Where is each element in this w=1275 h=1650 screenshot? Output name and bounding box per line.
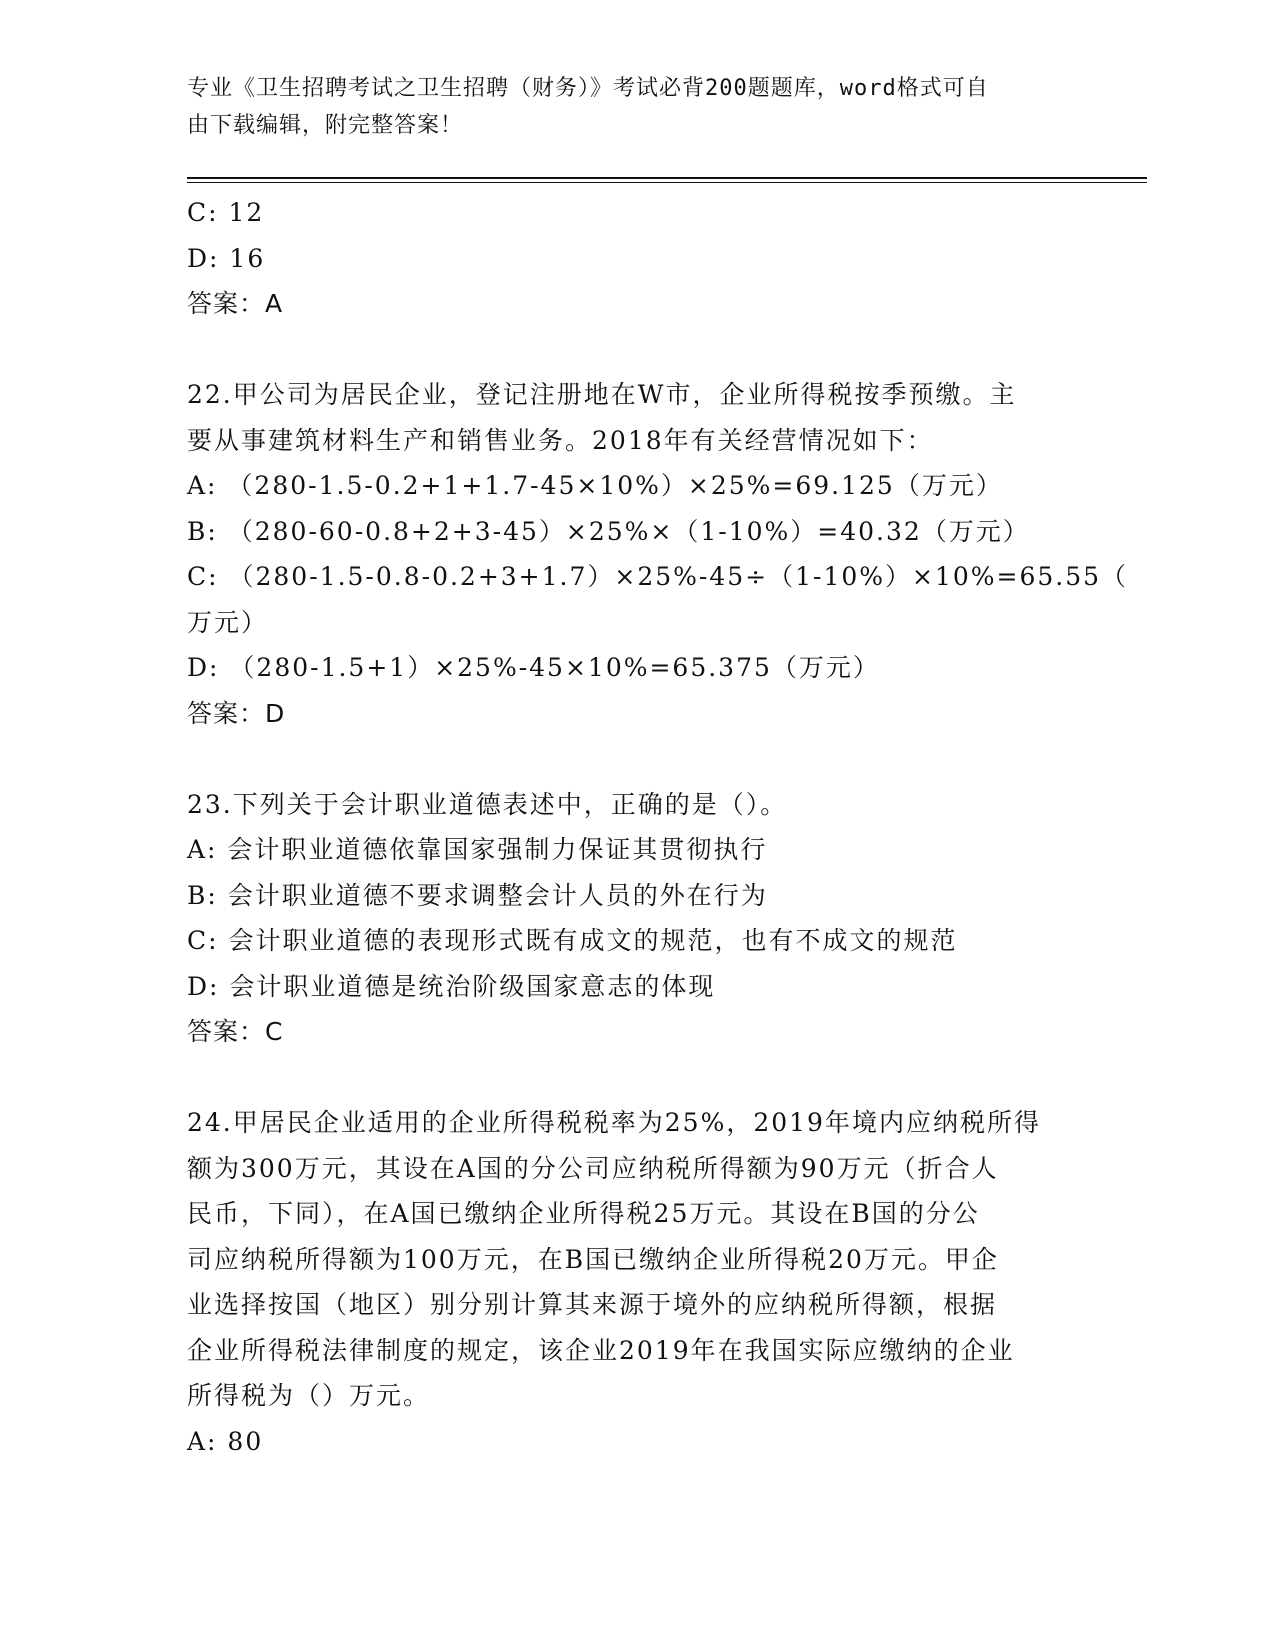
- header-divider-thin: [187, 182, 1147, 183]
- q23-option-b: B: 会计职业道德不要求调整会计人员的外在行为: [187, 880, 768, 910]
- q22-stem-line-2: 要从事建筑材料生产和销售业务。2018年有关经营情况如下：: [187, 425, 934, 455]
- q22-option-c-line-2: 万元）: [187, 607, 269, 637]
- q22-option-a: A: （280-1.5-0.2+1+1.7-45×10%）×25%=69.125（万元）: [187, 471, 1003, 500]
- spacer: [187, 1055, 1087, 1101]
- header-line-1: 专业《卫生招聘考试之卫生招聘（财务）》考试必背200题题库，word格式可自: [187, 76, 989, 101]
- q23-option-d: D: 会计职业道德是统治阶级国家意志的体现: [187, 971, 716, 1001]
- q24-stem-line-1: 24.甲居民企业适用的企业所得税税率为25%，2019年境内应纳税所得: [187, 1108, 1041, 1137]
- q22-option-c-line-1: C: （280-1.5-0.8-0.2+3+1.7）×25%-45÷（1-10%）×10%=65.55（: [187, 562, 1129, 591]
- q24-stem-line-2: 额为300万元，其设在A国的分公司应纳税所得额为90万元（折合人: [187, 1153, 999, 1183]
- q24-stem-line-4: 司应纳税所得额为100万元，在B国已缴纳企业所得税20万元。甲企: [187, 1244, 999, 1274]
- q23-answer: 答案：C: [187, 1017, 284, 1046]
- q21-option-c: C: 12: [187, 198, 265, 227]
- q23-stem: 23.下列关于会计职业道德表述中，正确的是（）。: [187, 789, 788, 819]
- header-divider-thick: [187, 177, 1147, 179]
- q23-option-c: C: 会计职业道德的表现形式既有成文的规范，也有不成文的规范: [187, 926, 958, 955]
- spacer: [187, 736, 1087, 782]
- q22-answer: 答案：D: [187, 698, 286, 728]
- q24-stem-line-5: 业选择按国（地区）别分别计算其来源于境外的应纳税所得额，根据: [187, 1290, 998, 1319]
- q22-stem-line-1: 22.甲公司为居民企业，登记注册地在W市，企业所得税按季预缴。主: [187, 380, 1017, 409]
- q22-option-d: D: （280-1.5+1）×25%-45×10%=65.375（万元）: [187, 653, 880, 682]
- spacer: [187, 327, 1087, 373]
- q22-option-b: B: （280-60-0.8+2+3-45）×25%×（1-10%）=40.32（万元）: [187, 516, 1030, 546]
- q21-option-d: D: 16: [187, 243, 266, 273]
- q24-stem-line-7: 所得税为（）万元。: [187, 1381, 431, 1410]
- q24-option-a: A: 80: [187, 1426, 264, 1456]
- q21-answer: 答案：A: [187, 289, 284, 318]
- header-line-2: 由下载编辑，附完整答案！: [187, 113, 464, 138]
- page-header: [187, 70, 1067, 144]
- question-content: [187, 190, 1129, 1464]
- q23-option-a: A: 会计职业道德依靠国家强制力保证其贯彻执行: [187, 835, 768, 864]
- q24-stem-line-6: 企业所得税法律制度的规定，该企业2019年在我国实际应缴纳的企业: [187, 1335, 1015, 1365]
- q24-stem-line-3: 民币，下同），在A国已缴纳企业所得税25万元。其设在B国的分公: [187, 1199, 980, 1228]
